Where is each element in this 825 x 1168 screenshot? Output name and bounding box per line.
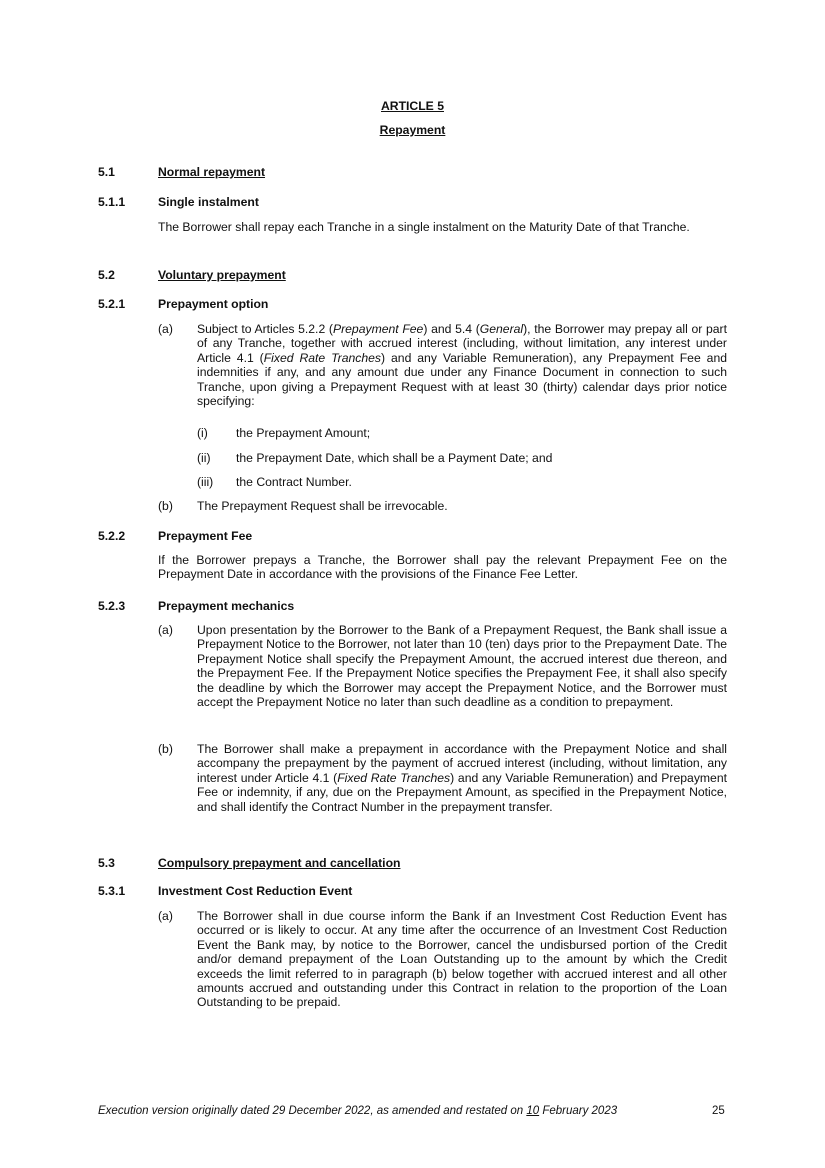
clause-text: Subject to Articles 5.2.2 (Prepayment Fee) and 5.4 (General), the Borrower may prepay all or part of any Tranche, together with accrued interest (including, without limitation, any interest under Article 4.1 (Fixed Rate Tranches) and any Variable Remuneration), any Prepayment Fee and indemnities if any, and any amount due under any Finance Document in connection to such Tranche, upon giving a Prepayment Request with at least 30 (thirty) calendar days prior notice specifying: bbox=[197, 322, 727, 409]
footer-version-note: Execution version originally dated 29 December 2022, as amended and restated on 10 February 2023 bbox=[98, 1105, 618, 1117]
subsection-title: Prepayment Fee bbox=[158, 529, 253, 543]
list-item-text: the Prepayment Amount; bbox=[236, 426, 371, 440]
subsection-number: 5.2.1 bbox=[98, 297, 126, 311]
clause-text: The Borrower shall in due course inform the Bank if an Investment Cost Reduction Event has occurred or is likely to occur. At any time after the occurrence of an Investment Cost Reduction Event the Bank may, by notice to the Borrower, cancel the undisbursed portion of the Credit and/or demand prepayment of the Loan Outstanding up to the amount by which the Credit exceeds the limit referred to in paragraph (b) below together with accrued interest and all other amounts accrued and outstanding under this Contract in relation to the proportion of the Loan Outstanding to be prepaid. bbox=[197, 909, 727, 1010]
section-number: 5.3 bbox=[98, 856, 115, 870]
subsection-number: 5.1.1 bbox=[98, 195, 126, 209]
subsection-title: Single instalment bbox=[158, 195, 259, 209]
clause-text: The Prepayment Request shall be irrevocable. bbox=[197, 499, 448, 513]
clause-label: (a) bbox=[158, 909, 173, 923]
list-item-label: (iii) bbox=[197, 475, 214, 489]
subsection-title: Prepayment mechanics bbox=[158, 599, 295, 613]
page-number: 25 bbox=[712, 1105, 725, 1117]
clause-label: (a) bbox=[158, 322, 173, 336]
section-title: Voluntary prepayment bbox=[158, 268, 286, 282]
subsection-number: 5.2.2 bbox=[98, 529, 126, 543]
list-item-text: the Contract Number. bbox=[236, 475, 352, 489]
clause-label: (b) bbox=[158, 499, 173, 513]
article-subtitle: Repayment bbox=[379, 123, 446, 137]
subsection-title: Investment Cost Reduction Event bbox=[158, 884, 353, 898]
clause-label: (a) bbox=[158, 623, 173, 637]
subsection-number: 5.2.3 bbox=[98, 599, 126, 613]
list-item-label: (ii) bbox=[197, 451, 211, 465]
clause-text: Upon presentation by the Borrower to the Bank of a Prepayment Request, the Bank shall issue a Prepayment Notice to the Borrower, not later than 10 (ten) days prior to the Prepayment Date. The Prepayment Notice shall specify the Prepayment Amount, the accrued interest due thereon, and the Prepayment Fee. If the Prepayment Notice specifies the Prepayment Fee, it shall also specify the deadline by which the Borrower may accept the Prepayment Notice, and the Borrower must accept the Prepayment Notice no later than such deadline as a condition to prepayment. bbox=[197, 623, 727, 710]
subsection-number: 5.3.1 bbox=[98, 884, 126, 898]
list-item-text: the Prepayment Date, which shall be a Payment Date; and bbox=[236, 451, 553, 465]
paragraph: If the Borrower prepays a Tranche, the Borrower shall pay the relevant Prepayment Fee on the Prepayment Date in accordance with the provisions of the Finance Fee Letter. bbox=[158, 553, 727, 582]
paragraph: The Borrower shall repay each Tranche in a single instalment on the Maturity Date of that Tranche. bbox=[158, 220, 690, 234]
list-item-label: (i) bbox=[197, 426, 208, 440]
section-title: Normal repayment bbox=[158, 165, 266, 179]
section-number: 5.1 bbox=[98, 165, 115, 179]
section-number: 5.2 bbox=[98, 268, 115, 282]
clause-text: The Borrower shall make a prepayment in accordance with the Prepayment Notice and shall accompany the prepayment by the payment of accrued interest (including, without limitation, any interest under Article 4.1 (Fixed Rate Tranches) and any Variable Remuneration) and Prepayment Fee or indemnity, if any, due on the Prepayment Amount, as specified in the Prepayment Notice, and shall identify the Contract Number in the prepayment transfer. bbox=[197, 742, 728, 814]
section-title: Compulsory prepayment and cancellation bbox=[158, 856, 401, 870]
clause-label: (b) bbox=[158, 742, 173, 756]
article-title: ARTICLE 5 bbox=[381, 99, 444, 113]
subsection-title: Prepayment option bbox=[158, 297, 269, 311]
